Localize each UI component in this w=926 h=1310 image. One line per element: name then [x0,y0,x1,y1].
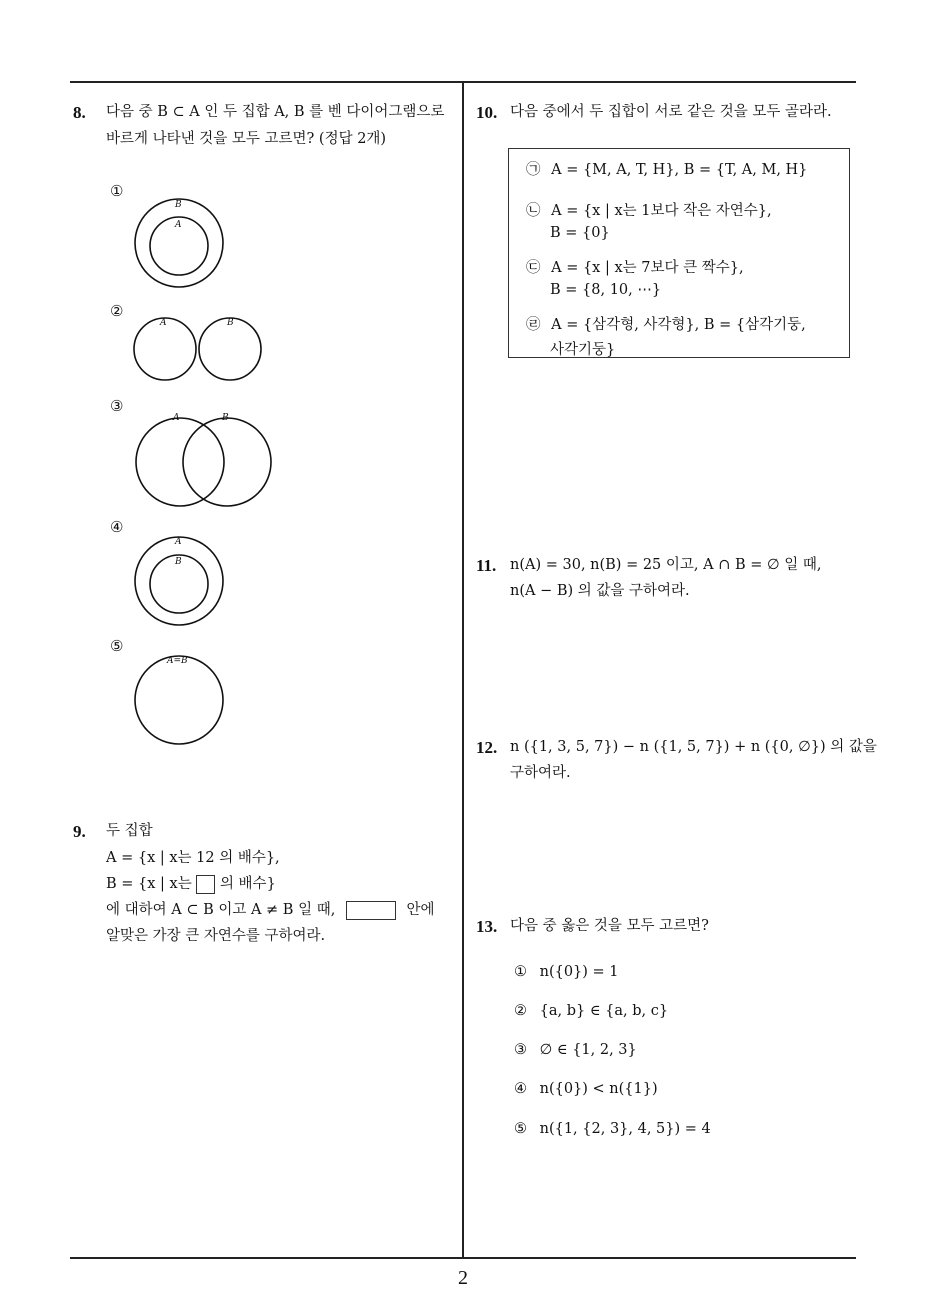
q10-item1-text: A = {M, A, T, H}, B = {T, A, M, H} [551,162,808,178]
left-circle [136,418,224,506]
q13-option5-marker: ⑤ [514,1121,527,1137]
outer-label: B [175,200,182,210]
q13-option5[interactable] [514,1121,711,1137]
q13-option1-text: n({0}) = 1 [539,964,619,980]
q11-text-line1: n(A) = 30, n(B) = 25 이고, A ∩ B = ∅ 일 때, [510,557,822,573]
q10-item4-marker: ㉣ [526,317,541,333]
circle-label: A=B [167,656,188,666]
q12-text-line2: 구하여라. [510,765,571,781]
q9-set-b-post: 의 배수} [219,876,276,892]
q12-number: 12. [476,738,498,757]
q10-item4-text: A = {삼각형, 사각형}, B = {삼각기둥, [551,317,806,333]
q10-item2-text: A = {x | x는 1보다 작은 자연수}, [551,203,772,219]
outer-circle [135,199,223,287]
q8-number: 8. [73,103,86,122]
bottom-rule [70,1257,856,1259]
q9-set-b-pre: B = {x | x는 [106,876,192,892]
q13-option2-marker: ② [514,1003,527,1019]
right-circle [183,418,271,506]
q13-option5-text: n({1, {2, 3}, 4, 5}) = 4 [539,1121,711,1137]
outer-label: A [175,537,182,547]
q12-text-line1: n ({1, 3, 5, 7}) − n ({1, 5, 7}) + n ({0, ∅}) 의 값을 [510,739,877,755]
q10-item2-marker: ㉡ [526,203,541,219]
q8-option3-marker[interactable]: ③ [110,397,124,415]
inner-label: B [175,557,182,567]
q8-text-line2: 바르게 나타낸 것을 모두 고르면? (정답 2개) [106,131,387,147]
q10-item4[interactable] [526,313,806,334]
q13-option2[interactable] [514,1003,668,1019]
q13-option4-text: n({0}) < n({1}) [539,1081,658,1097]
q10-number: 10. [476,103,498,122]
q11-number: 11. [476,556,497,575]
column-divider [462,82,464,1258]
q13-number: 13. [476,917,498,936]
q9-number: 9. [73,822,86,841]
q9-condition-pre: 에 대하여 A ⊂ B 이고 A ≠ B 일 때, [106,902,336,918]
q10-item4-line2: 사각기둥} [550,342,616,358]
outer-circle [135,537,223,625]
q9-condition [106,897,435,924]
q9-condition-post: 안에 [406,902,435,918]
q10-item3-text: A = {x | x는 7보다 큰 짝수}, [551,260,744,276]
left-label: A [160,318,167,328]
right-label: B [227,318,234,328]
q8-option5-venn-diagram [125,648,285,758]
q8-option4-marker[interactable]: ④ [110,518,124,536]
q13-option1-marker: ① [514,964,527,980]
q9-answer-box[interactable] [346,901,396,920]
q11-text-line2: n(A − B) 의 값을 구하여라. [510,583,690,599]
q10-item3[interactable] [526,256,744,277]
q9-set-b [106,871,276,898]
q13-option4[interactable] [514,1081,658,1097]
single-circle [135,656,223,744]
q9-set-a: A = {x | x는 12 의 배수}, [106,850,280,866]
q10-item1-marker: ㉠ [526,162,541,178]
q8-option4-venn-diagram [125,527,285,637]
q13-option3-marker: ③ [514,1042,527,1058]
q8-option5-marker[interactable]: ⑤ [110,637,124,655]
q9-answer-box-small[interactable] [196,875,215,894]
q10-item1[interactable] [526,158,807,179]
q8-text-line1: 다음 중 B ⊂ A 인 두 집합 A, B 를 벤 다이어그램으로 [106,104,445,120]
q10-item3-marker: ㉢ [526,260,541,276]
left-label: A [173,413,180,423]
q8-option2-marker[interactable]: ② [110,302,124,320]
q9-text-line5: 알맞은 가장 큰 자연수를 구하여라. [106,928,326,944]
inner-label: A [175,220,182,230]
q8-option1-marker[interactable]: ① [110,182,124,200]
q10-item2[interactable] [526,199,772,220]
q10-item3-line2: B = {8, 10, ⋯} [550,282,662,298]
q8-option1-venn-diagram [125,190,285,300]
q13-text: 다음 중 옳은 것을 모두 고르면? [510,918,709,934]
page-number: 2 [458,1267,468,1289]
q13-option2-text: {a, b} ∈ {a, b, c} [539,1003,669,1019]
q13-option3-text: ∅ ∈ {1, 2, 3} [539,1042,637,1058]
q8-option2-venn-diagram [125,310,285,390]
q10-text: 다음 중에서 두 집합이 서로 같은 것을 모두 골라라. [510,104,832,120]
q13-option1[interactable] [514,964,619,980]
q9-text-line1: 두 집합 [106,823,153,839]
q8-option3-venn-diagram [125,405,285,515]
q13-option4-marker: ④ [514,1081,527,1097]
right-label: B [222,413,229,423]
q13-option3[interactable] [514,1042,637,1058]
q10-item2-line2: B = {0} [550,225,610,241]
